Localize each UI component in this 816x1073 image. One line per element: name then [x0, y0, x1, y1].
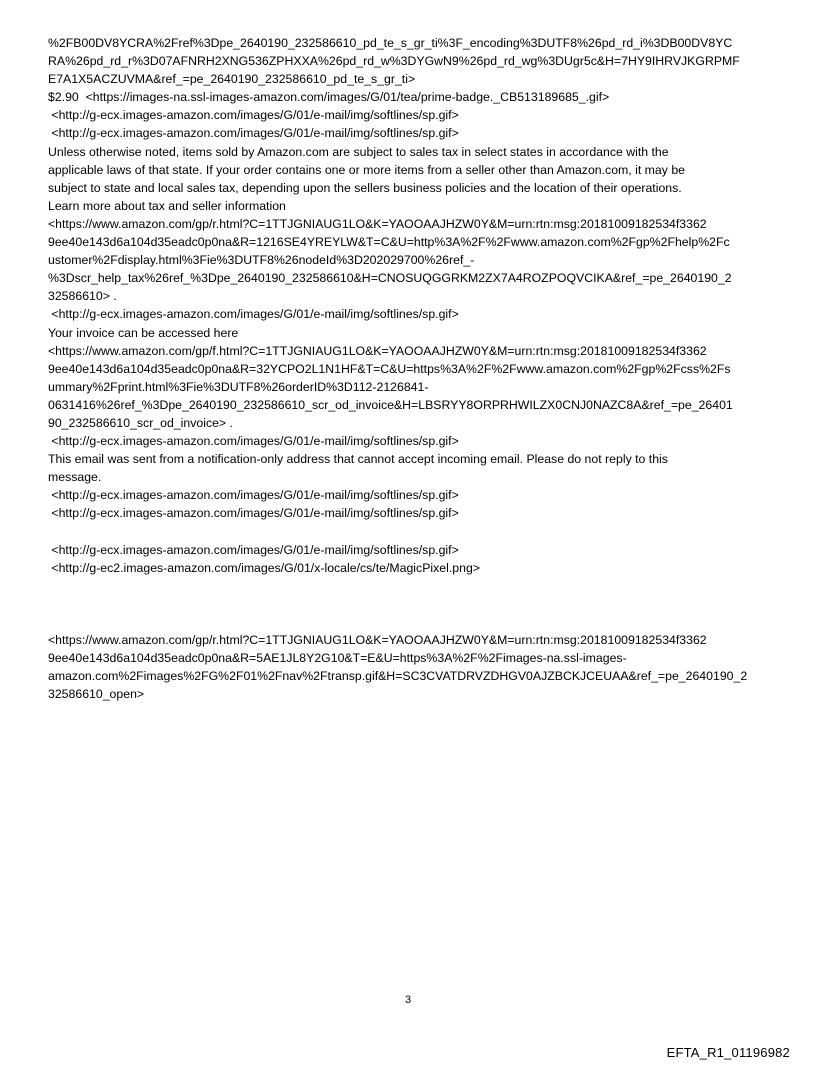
notification-notice-line: message. [48, 470, 102, 485]
text-line: <https://www.amazon.com/gp/r.html?C=1TTJGNIAUG1LO&K=YAOOAAJHZW0Y&M=urn:rtn:msg:20181009182534f3362 [48, 216, 707, 231]
text-line: <http://g-ecx.images-amazon.com/images/G/01/e-mail/img/softlines/sp.gif> [48, 126, 459, 141]
text-line: %2FB00DV8YCRA%2Fref%3Dpe_2640190_232586610_pd_te_s_gr_ti%3F_encoding%3DUTF8%26pd_rd_i%3DB00DV8YC [48, 36, 733, 50]
text-line: <https://www.amazon.com/gp/f.html?C=1TTJGNIAUG1LO&K=YAOOAAJHZW0Y&M=urn:rtn:msg:20181009182534f3362 [48, 343, 707, 358]
text-line: <http://g-ec2.images-amazon.com/images/G/01/x-locale/cs/te/MagicPixel.png> [48, 560, 480, 575]
text-line: RA%26pd_rd_r%3D07AFNRH2XNG536ZPHXXA%26pd_rd_w%3DYGwN9%26pd_rd_wg%3DUgr5c&H=7HY9IHRVJKGRPMF [48, 54, 740, 69]
blank-line [48, 613, 778, 631]
document-body [48, 34, 778, 703]
text-line: 9ee40e143d6a104d35eadc0p0na&R=32YCPO2L1N1HF&T=C&U=https%3A%2F%2Fwww.amazon.com%2Fgp%2Fcss%2Fs [48, 361, 731, 376]
text-line: <http://g-ecx.images-amazon.com/images/G/01/e-mail/img/softlines/sp.gif> [48, 542, 459, 557]
tax-notice-line: Unless otherwise noted, items sold by Amazon.com are subject to sales tax in select states in accordance with the [48, 144, 669, 159]
text-line: ummary%2Fprint.html%3Fie%3DUTF8%26orderID%3D112-2126841- [48, 379, 429, 394]
tax-info-link-label: Learn more about tax and seller information [48, 198, 286, 213]
blank-line [48, 523, 778, 541]
text-line: 32586610> . [48, 289, 117, 304]
text-line: 9ee40e143d6a104d35eadc0p0na&R=1216SE4YREYLW&T=C&U=http%3A%2F%2Fwww.amazon.com%2Fgp%2Fhelp%2Fc [48, 235, 730, 250]
notification-notice-line: This email was sent from a notification-only address that cannot accept incoming email. Please do not reply to this [48, 452, 668, 467]
text-line: ustomer%2Fdisplay.html%3Fie%3DUTF8%26nodeId%3D202029700%26ref_- [48, 253, 475, 268]
text-line: <http://g-ecx.images-amazon.com/images/G/01/e-mail/img/softlines/sp.gif> [48, 307, 459, 322]
text-line: 90_232586610_scr_od_invoice> . [48, 415, 233, 430]
text-line: <https://www.amazon.com/gp/r.html?C=1TTJGNIAUG1LO&K=YAOOAAJHZW0Y&M=urn:rtn:msg:20181009182534f3362 [48, 633, 707, 648]
blank-line [48, 595, 778, 613]
tax-notice-line: subject to state and local sales tax, depending upon the sellers business policies and the location of their operations. [48, 180, 682, 195]
blank-line [48, 577, 778, 595]
text-line: 9ee40e143d6a104d35eadc0p0na&R=5AE1JL8Y2G10&T=E&U=https%3A%2F%2Fimages-na.ssl-images- [48, 651, 627, 666]
text-line: %3Dscr_help_tax%26ref_%3Dpe_2640190_232586610&H=CNOSUQGGRKM2ZX7A4ROZPOQVCIKA&ref_=pe_2640190_2 [48, 271, 732, 286]
text-line: E7A1X5ACZUVMA&ref_=pe_2640190_232586610_pd_te_s_gr_ti> [48, 72, 416, 87]
text-line: 0631416%26ref_%3Dpe_2640190_232586610_scr_od_invoice&H=LBSRYY8ORPRHWILZX0CNJ0NAZC8A&ref_=pe_26401 [48, 397, 733, 412]
text-line: <http://g-ecx.images-amazon.com/images/G/01/e-mail/img/softlines/sp.gif> [48, 488, 459, 503]
text-line: amazon.com%2Fimages%2FG%2F01%2Fnav%2Ftransp.gif&H=SC3CVATDRVZDHGV0AJZBCKJCEUAA&ref_=pe_2640190_2 [48, 669, 748, 684]
invoice-link-label: Your invoice can be accessed here [48, 325, 239, 340]
document-id: EFTA_R1_01196982 [666, 1045, 790, 1060]
text-line: <http://g-ecx.images-amazon.com/images/G/01/e-mail/img/softlines/sp.gif> [48, 506, 459, 521]
price-line: $2.90 <https://images-na.ssl-images-amazon.com/images/G/01/tea/prime-badge._CB513189685_.gif> [48, 90, 610, 105]
page-number: 3 [404, 994, 412, 1006]
tax-notice-line: applicable laws of that state. If your order contains one or more items from a seller other than Amazon.com, it may be [48, 162, 686, 177]
text-line: 32586610_open> [48, 687, 145, 702]
text-line: <http://g-ecx.images-amazon.com/images/G/01/e-mail/img/softlines/sp.gif> [48, 108, 459, 123]
text-line: <http://g-ecx.images-amazon.com/images/G/01/e-mail/img/softlines/sp.gif> [48, 434, 459, 449]
